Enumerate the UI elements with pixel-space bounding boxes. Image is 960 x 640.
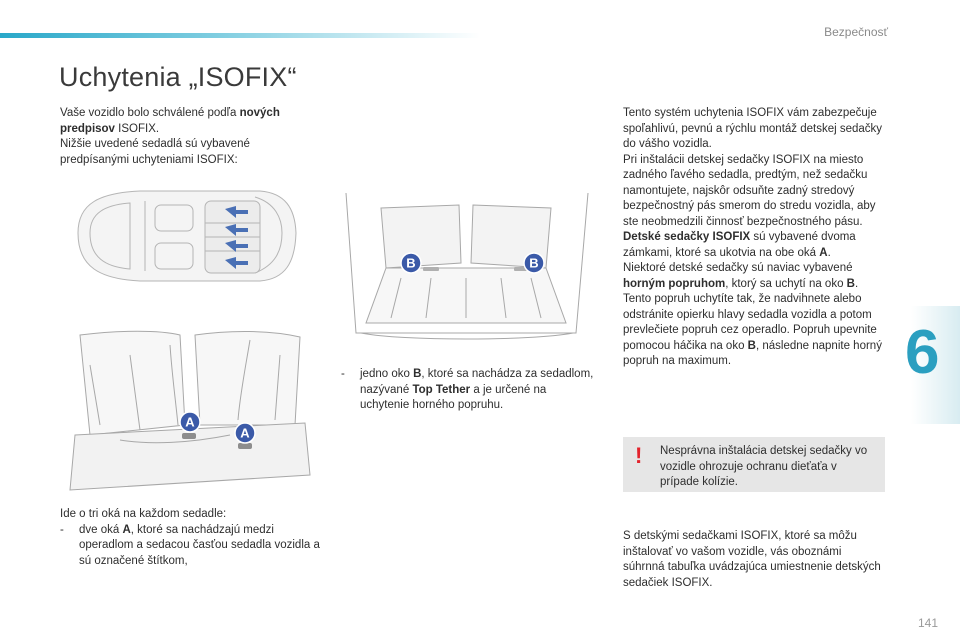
trunk-tether-figure [341, 183, 593, 343]
anchor-description: Ide o tri oká na každom sedadle: - dve oká A, ktoré sa nachádzajú medzi operadlom a sedacou časťou sedadla vozidla a sú označené štítkom, [60, 508, 320, 567]
header-accent-bar [0, 33, 480, 38]
anchor-a-badge-left [179, 411, 201, 433]
svg-text:A: A [185, 414, 195, 430]
warning-box [623, 437, 885, 492]
page-title: Uchytenia „ISOFIX“ [59, 62, 297, 92]
tether-list-item: - jedno oko B, ktoré sa nachádza za sedadlom, nazývané Top Tether a je určené na uchytenie horného popruhu. [341, 368, 594, 411]
isofix-description: Tento systém uchytenia ISOFIX vám zabezpečuje spoľahlivú, pevnú a rýchlu montáž detskej sedačky do vášho vozidla. Pri inštalácii detskej sedačky ISOFIX na miesto zadného ľavého sedadla, predtým, než sedačku namontujete, najskôr odsuňte zadný stredový bezpečnostný pás smerom do stredu vozidla, aby ste neobmedzili činnosť bezpečnostného pásu. Detské sedačky ISOFIX sú vybavené dvoma zámkami, ktoré sa ukotvia na obe oká A. Niektoré detské sedačky sú naviac vybavené horným popruhom, ktorý sa uchytí na oko B. Tento popruh uchytíte tak, že nadvihnete alebo odstránite opierku hlavy sedadla vozidla a potom prevlečiete popruh cez operadlo. Popruh upevnite pomocou háčika na oko B, následne napnite horný popruh na maximum. [623, 107, 883, 367]
warning-text: Nesprávna inštalácia detskej sedačky vo vozidle ohrozuje ochranu dieťaťa v prípade kolízie. [660, 445, 868, 488]
section-label: Bezpečnosť [824, 25, 888, 39]
svg-text:B: B [529, 255, 539, 271]
anchor-b-badge-right [523, 252, 545, 274]
anchor-b-badge-left [400, 252, 422, 274]
warning-exclamation-icon: ! [635, 443, 643, 468]
page-number: 141 [917, 616, 938, 630]
svg-text:A: A [240, 425, 250, 441]
closing-text: S detskými sedačkami ISOFIX, ktoré sa môžu inštalovať vo vašom vozidle, vás oboznámi súhrnná tabuľka uvádzajúca umiestnenie detských sedačiek ISOFIX. [623, 530, 881, 589]
car-top-view-figure [60, 183, 300, 291]
svg-text:B: B [406, 255, 416, 271]
anchor-a-badge-right [234, 422, 256, 444]
chapter-number: 6 [905, 318, 940, 387]
intro-text: Vaše vozidlo bolo schválené podľa nových predpisov ISOFIX. Nižšie uvedené sedadlá sú vybavené predpísanými uchyteniami ISOFIX: [60, 107, 280, 166]
